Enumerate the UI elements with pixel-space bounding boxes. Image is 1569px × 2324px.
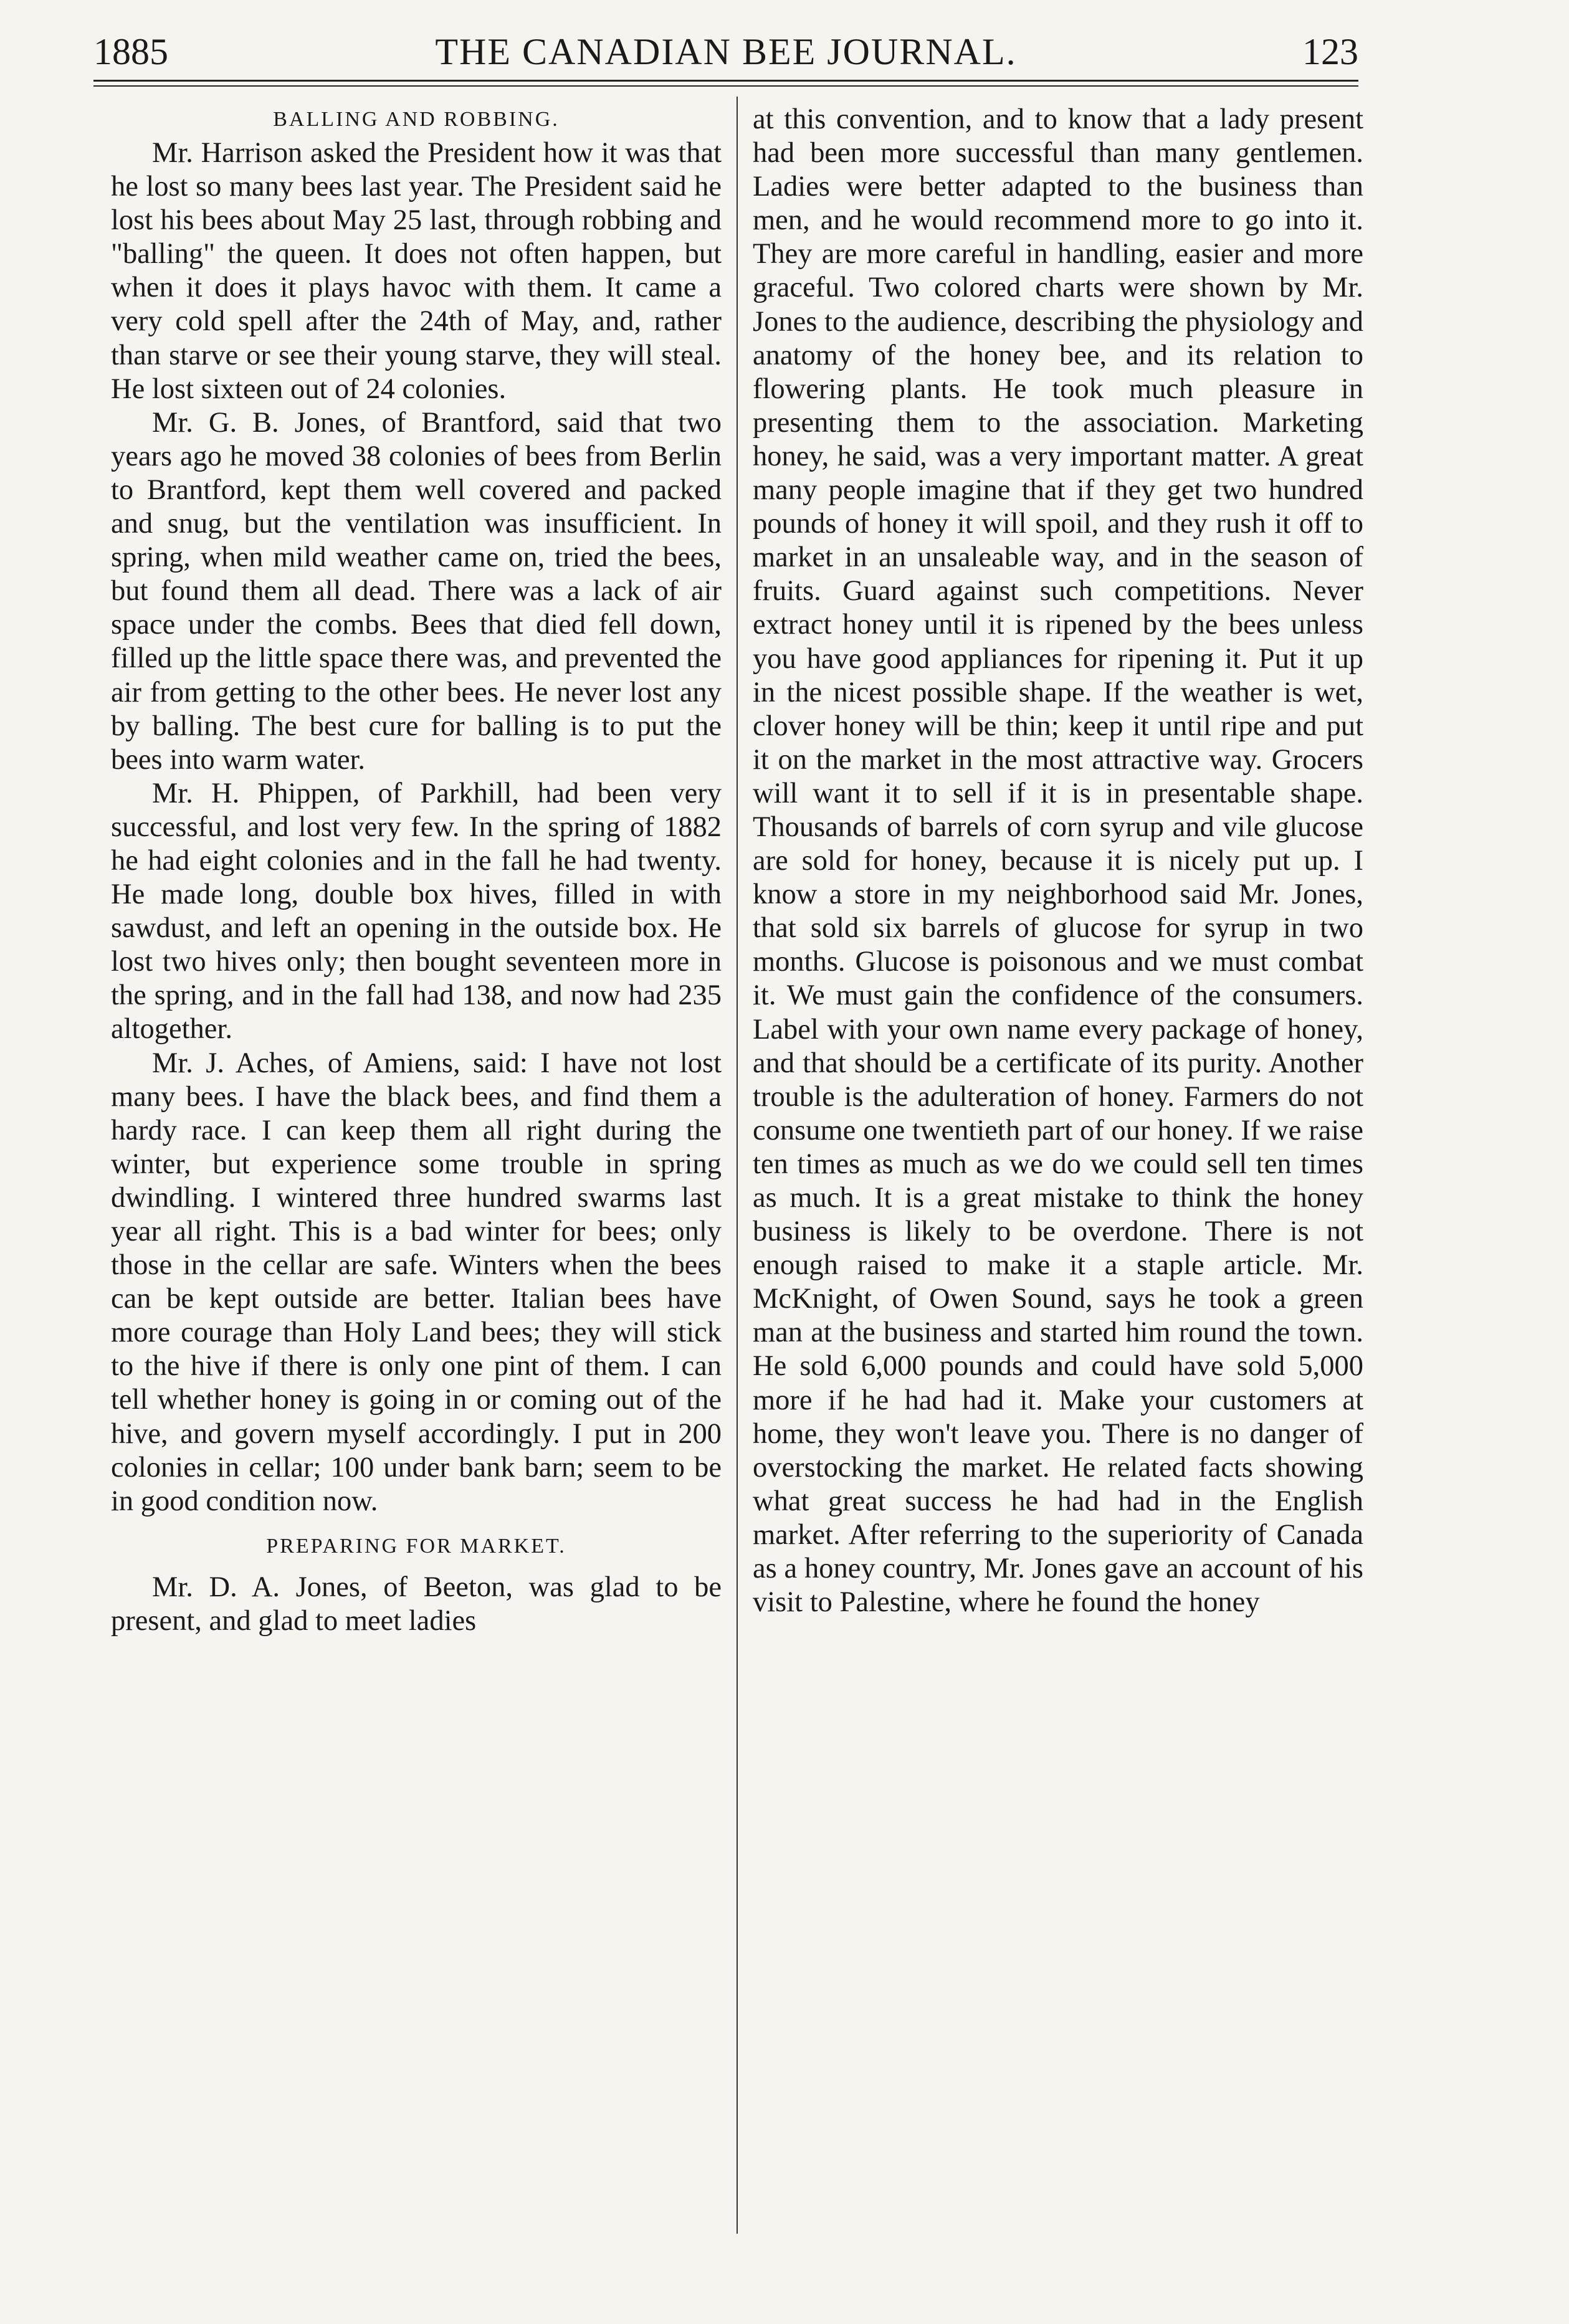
header-rule-thick: [93, 80, 1358, 82]
column-divider: [737, 97, 738, 2234]
section-heading-balling: BALLING AND ROBBING.: [273, 108, 560, 131]
paragraph-da-jones-cont: at this convention, and to know that a lady present had been more successful than many gentlemen. Ladies were better adapted to the business than men, and he would recommend more to go into it. They are more careful in handling, easier and more graceful. Two colored charts were shown by Mr. Jones to the audience, describing the physiology and anatomy of the honey bee, and its relation to flowering plants. He took much pleasure in presenting them to the association. Marketing honey, he said, was a very important matter. A great many people imagine that if they get two hundred pounds of honey it will spoil, and they rush it off to market in an unsaleable way, and in the season of fruits. Guard against such competitions. Never extract honey until it is ripened by the bees unless you have good appliances for ripening it. Put it up in the nicest possible shape. If the weather is wet, clover honey will be thin; keep it until ripe and put it on the market in the most attractive way. Grocers will want it to sell if it is in presentable shape. Thousands of barrels of corn syrup and vile glucose are sold for honey, because it is nicely put up. I know a store in my neighborhood said Mr. Jones, that sold six barrels of glucose for syrup in two months. Glucose is poisonous and we must combat it. We must gain the confidence of the consumers. Label with your own name every package of honey, and that should be a certificate of its purity. Another trouble is the adulteration of honey. Farmers do not consume one twentieth part of our honey. If we raise ten times as much as we do we could sell ten times as much. It is a great mistake to think the honey business is likely to be overdone. There is not enough raised to make it a staple article. Mr. McKnight, of Owen Sound, says he took a green man at the business and started him round the town. He sold 6,000 pounds and could have sold 5,000 more if he had had it. Make your customers at home, they won't leave you. There is no danger of overstocking the market. He related facts showing what great success he had had in the English market. After referring to the superiority of Canada as a honey country, Mr. Jones gave an account of his visit to Palestine, where he found the honey: [753, 103, 1363, 1619]
paragraph-phippen: Mr. H. Phippen, of Parkhill, had been very successful, and lost very few. In the spring of 1882 he had eight colonies and in the fall he had twenty. He made long, double box hives, filled in with sawdust, and left an opening in the outside box. He lost two hives only; then bought seventeen more in the spring, and in the fall had 138, and now had 235 altogether.: [111, 777, 722, 1045]
section-heading-market: PREPARING FOR MARKET.: [266, 1534, 566, 1558]
header-year: 1885: [93, 31, 168, 72]
right-column: [753, 103, 1363, 1619]
paragraph-aches: Mr. J. Aches, of Amiens, said: I have not lost many bees. I have the black bees, and find them a hardy race. I can keep them all right during the winter, but experience some trouble in spring dwindling. I wintered three hundred swarms last year all right. This is a bad winter for bees; only those in the cellar are safe. Winters when the bees can be kept outside are better. Italian bees have more courage than Holy Land bees; they will stick to the hive if there is only one pint of them. I can tell whether honey is going in or coming out of the hive, and govern myself accordingly. I put in 200 colonies in cellar; 100 under bank barn; seem to be in good condition now.: [111, 1047, 722, 1517]
journal-title: THE CANADIAN BEE JOURNAL.: [435, 31, 1017, 72]
page-number: 123: [1302, 31, 1358, 72]
paragraph-gb-jones: Mr. G. B. Jones, of Brantford, said that two years ago he moved 38 colonies of bees from Berlin to Brantford, kept them well covered and packed and snug, but the ventilation was insufficient. In spring, when mild weather came on, tried the bees, but found them all dead. There was a lack of air space under the combs. Bees that died fell down, filled up the little space there was, and prevented the air from getting to the other bees. He never lost any by balling. The best cure for balling is to put the bees into warm water.: [111, 406, 722, 776]
running-header: [93, 30, 1358, 74]
header-rule-thin: [93, 85, 1358, 87]
paragraph-da-jones-start: Mr. D. A. Jones, of Beeton, was glad to be present, and glad to meet ladies: [111, 1571, 722, 1637]
left-column: [111, 103, 722, 1638]
paragraph-harrison: Mr. Harrison asked the President how it was that he lost so many bees last year. The President said he lost his bees about May 25 last, through robbing and "balling" the queen. It does not often happen, but when it does it plays havoc with them. It came a very cold spell after the 24th of May, and, rather than starve or see their young starve, they will steal. He lost sixteen out of 24 colonies.: [111, 137, 722, 405]
